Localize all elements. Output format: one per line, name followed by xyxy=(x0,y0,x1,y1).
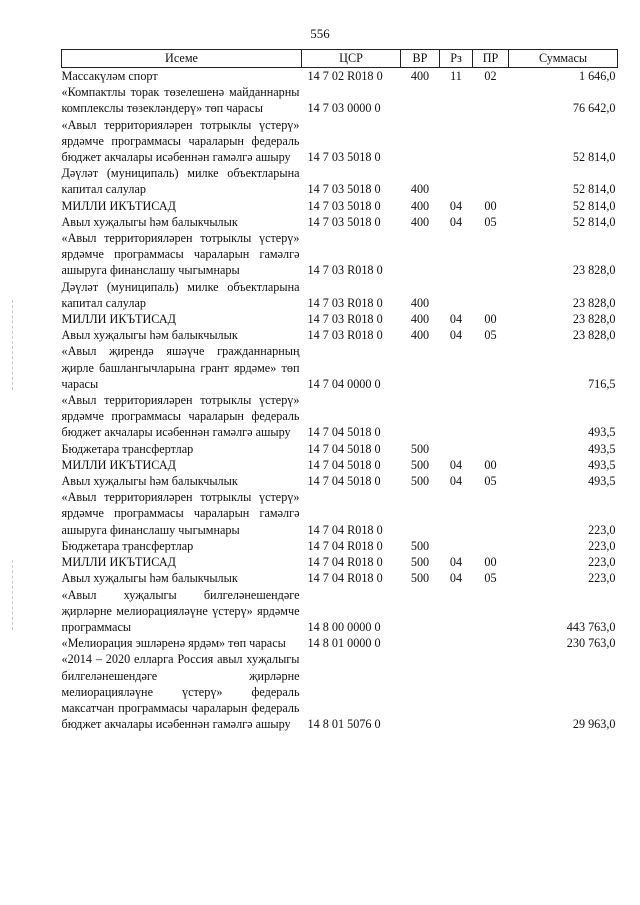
cell-sum: 493,5 xyxy=(588,425,616,440)
cell-csr: 14 7 03 R018 0 xyxy=(307,328,383,343)
cell-name: «Авыл территорияләрен тотрыклы үстерү» ярдәмче программасы чараларын федераль бюджет акчалары исәбеннән гамәлгә ашыру xyxy=(61,393,300,440)
cell-name: Авыл хуҗалыгы һәм балыкчылык xyxy=(61,474,238,489)
cell-sum: 23 828,0 xyxy=(572,295,616,310)
cell-sum: 1 646,0 xyxy=(578,69,616,83)
table-row xyxy=(62,570,618,586)
cell-sum: 76 642,0 xyxy=(572,101,616,116)
cell-sum: 223,0 xyxy=(588,555,616,570)
cell-csr: 14 8 01 5076 0 xyxy=(307,717,381,732)
cell-pr xyxy=(473,230,509,279)
cell-rz xyxy=(440,587,473,636)
cell-sum: 52 814,0 xyxy=(572,182,616,197)
cell-sum: 23 828,0 xyxy=(572,312,616,327)
cell-pr xyxy=(473,84,509,116)
cell-pr xyxy=(473,441,509,457)
table-row xyxy=(62,327,618,343)
cell-csr: 14 7 03 0000 0 xyxy=(307,101,381,116)
cell-rz xyxy=(440,117,473,166)
cell-sum: 29 963,0 xyxy=(572,717,616,732)
cell-pr: 00 xyxy=(484,198,497,213)
cell-pr xyxy=(473,165,509,197)
binding-margin-mark xyxy=(12,560,13,630)
cell-vr xyxy=(401,489,440,538)
cell-csr: 14 7 04 R018 0 xyxy=(307,538,383,553)
header-sum: Суммасы xyxy=(509,50,618,68)
cell-vr: 400 xyxy=(410,69,430,83)
page-number: 556 xyxy=(310,26,330,41)
cell-rz: 04 xyxy=(449,214,463,229)
table-row xyxy=(62,311,618,327)
table-row xyxy=(62,473,618,489)
cell-name: МИЛЛИ ИКЪТИСАД xyxy=(61,555,176,570)
cell-vr: 500 xyxy=(410,457,430,472)
cell-csr: 14 7 03 R018 0 xyxy=(307,263,383,278)
header-name: Исеме xyxy=(62,50,302,68)
cell-vr: 500 xyxy=(410,571,430,586)
cell-sum: 223,0 xyxy=(588,538,616,553)
cell-sum: 223,0 xyxy=(588,571,616,586)
table-row xyxy=(62,392,618,441)
cell-name: «Мелиорация эшләренә ярдәм» төп чарасы xyxy=(61,636,286,651)
cell-rz xyxy=(440,635,473,651)
table-row xyxy=(62,279,618,311)
cell-sum: 223,0 xyxy=(588,522,616,537)
cell-sum: 493,5 xyxy=(588,457,616,472)
cell-rz xyxy=(440,230,473,279)
cell-pr xyxy=(473,651,509,732)
cell-csr: 14 7 03 R018 0 xyxy=(307,312,383,327)
cell-vr: 400 xyxy=(410,214,430,229)
cell-vr: 400 xyxy=(410,182,430,197)
table-row xyxy=(62,84,618,116)
cell-vr xyxy=(401,230,440,279)
cell-rz xyxy=(440,651,473,732)
cell-vr: 400 xyxy=(410,312,430,327)
cell-name: МИЛЛИ ИКЪТИСАД xyxy=(61,457,176,472)
cell-pr: 05 xyxy=(484,474,497,489)
table-body xyxy=(62,68,618,733)
cell-vr xyxy=(401,651,440,732)
cell-rz xyxy=(440,84,473,116)
cell-pr xyxy=(473,117,509,166)
cell-csr: 14 7 03 5018 0 xyxy=(307,214,381,229)
cell-name: Авыл хуҗалыгы һәм балыкчылык xyxy=(61,214,238,229)
cell-vr xyxy=(401,117,440,166)
cell-csr: 14 7 03 5018 0 xyxy=(307,150,381,165)
cell-csr: 14 7 04 0000 0 xyxy=(307,376,381,391)
header-vr: ВР xyxy=(401,50,440,68)
cell-sum: 716,5 xyxy=(588,376,616,391)
cell-vr xyxy=(401,635,440,651)
cell-pr xyxy=(473,635,509,651)
cell-csr: 14 7 04 R018 0 xyxy=(307,555,383,570)
cell-pr: 00 xyxy=(484,457,497,472)
cell-name: МИЛЛИ ИКЪТИСАД xyxy=(61,312,176,327)
table-row xyxy=(62,554,618,570)
table-row xyxy=(62,165,618,197)
cell-csr: 14 7 04 5018 0 xyxy=(307,457,381,472)
cell-vr xyxy=(401,343,440,392)
cell-vr: 400 xyxy=(410,328,430,343)
cell-rz: 04 xyxy=(449,328,463,343)
header-csr: ЦСР xyxy=(302,50,401,68)
cell-csr: 14 7 04 5018 0 xyxy=(307,441,381,456)
cell-vr: 500 xyxy=(410,441,430,456)
cell-pr xyxy=(473,587,509,636)
cell-rz: 04 xyxy=(449,457,463,472)
cell-rz: 04 xyxy=(449,312,463,327)
cell-rz: 04 xyxy=(449,555,463,570)
cell-rz xyxy=(440,165,473,197)
cell-vr: 400 xyxy=(410,198,430,213)
cell-sum: 52 814,0 xyxy=(572,150,616,165)
cell-rz xyxy=(440,279,473,311)
cell-sum: 493,5 xyxy=(588,441,616,456)
cell-rz xyxy=(440,392,473,441)
cell-csr: 14 7 03 R018 0 xyxy=(307,295,383,310)
cell-name: «2014 – 2020 елларга Россия авыл хуҗалыгы билгеләнешендәге җирләрне мелиорацияләүне үстерү» федераль максатчан программасы чараларын федераль бюджет акчалары исәбеннән гамәлгә ашыру xyxy=(61,652,300,732)
cell-vr: 500 xyxy=(410,538,430,553)
table-row xyxy=(62,230,618,279)
table-row xyxy=(62,489,618,538)
cell-csr: 14 7 04 5018 0 xyxy=(307,474,381,489)
cell-sum: 493,5 xyxy=(588,474,616,489)
cell-vr: 500 xyxy=(410,474,430,489)
cell-pr: 00 xyxy=(484,555,497,570)
cell-rz xyxy=(440,343,473,392)
cell-pr: 02 xyxy=(484,69,497,83)
cell-name: «Авыл территорияләрен тотрыклы үстерү» ярдәмче программасы чараларын федераль бюджет акчалары исәбеннән гамәлгә ашыру xyxy=(61,117,300,165)
cell-vr: 400 xyxy=(410,295,430,310)
cell-name: «Авыл җирендә яшәүче гражданнарның җирле башлангычларына грант ярдәме» төп чарасы xyxy=(61,344,300,391)
cell-vr xyxy=(401,587,440,636)
cell-csr: 14 7 02 R018 0 xyxy=(307,69,383,83)
cell-sum: 52 814,0 xyxy=(572,214,616,229)
cell-name: Дәүләт (муниципаль) милке объектларына капитал салулар xyxy=(61,166,300,197)
cell-csr: 14 7 03 5018 0 xyxy=(307,198,381,213)
table-row xyxy=(62,441,618,457)
cell-name: Бюджетара трансфертлар xyxy=(61,441,194,456)
table-row xyxy=(62,214,618,230)
cell-vr: 500 xyxy=(410,555,430,570)
cell-pr xyxy=(473,489,509,538)
cell-name: Дәүләт (муниципаль) милке объектларына капитал салулар xyxy=(61,279,300,310)
cell-sum: 23 828,0 xyxy=(572,328,616,343)
cell-vr xyxy=(401,84,440,116)
cell-name: «Компактлы торак төзелешенә майданнарны комплекслы төзекләндерү» төп чарасы xyxy=(61,85,300,116)
cell-rz xyxy=(440,538,473,554)
cell-sum: 52 814,0 xyxy=(572,198,616,213)
table-row xyxy=(62,198,618,214)
cell-csr: 14 8 01 0000 0 xyxy=(307,636,381,651)
binding-margin-mark xyxy=(12,300,13,390)
table-row xyxy=(62,651,618,732)
table-row xyxy=(62,68,618,85)
table-row xyxy=(62,635,618,651)
cell-pr: 05 xyxy=(484,328,497,343)
cell-name: Авыл хуҗалыгы һәм балыкчылык xyxy=(61,571,238,586)
cell-csr: 14 8 00 0000 0 xyxy=(307,619,381,634)
cell-pr xyxy=(473,538,509,554)
cell-rz xyxy=(440,489,473,538)
cell-rz: 04 xyxy=(449,198,463,213)
cell-name: «Авыл территорияләрен тотрыклы үстерү» ярдәмче программасы чараларын гамәлгә ашыруга финанслашу чыгымнары xyxy=(61,231,300,278)
cell-rz: 04 xyxy=(449,474,463,489)
cell-name: Авыл хуҗалыгы һәм балыкчылык xyxy=(61,328,238,343)
cell-pr: 05 xyxy=(484,214,497,229)
table-row xyxy=(62,587,618,636)
header-rz: Рз xyxy=(440,50,473,68)
cell-pr xyxy=(473,343,509,392)
cell-pr xyxy=(473,392,509,441)
header-pr: ПР xyxy=(473,50,509,68)
cell-name: «Авыл территорияләрен тотрыклы үстерү» ярдәмче программасы чараларын гамәлгә ашыруга финанслашу чыгымнары xyxy=(61,490,300,537)
cell-rz xyxy=(440,441,473,457)
cell-name: Массакүләм спорт xyxy=(61,69,158,83)
budget-table xyxy=(61,49,618,732)
cell-csr: 14 7 03 5018 0 xyxy=(307,182,381,197)
cell-csr: 14 7 04 5018 0 xyxy=(307,425,381,440)
cell-name: «Авыл хуҗалыгы билгеләнешендәге җирләрне мелиорацияләүне үстерү» ярдәмче программасы xyxy=(61,587,300,634)
cell-name: Бюджетара трансфертлар xyxy=(61,538,194,553)
cell-sum: 443 763,0 xyxy=(566,619,616,634)
cell-rz: 04 xyxy=(449,571,463,586)
cell-sum: 230 763,0 xyxy=(566,636,616,651)
cell-pr xyxy=(473,279,509,311)
cell-pr: 00 xyxy=(484,312,497,327)
cell-csr: 14 7 04 R018 0 xyxy=(307,522,383,537)
cell-sum: 23 828,0 xyxy=(572,263,616,278)
table-row xyxy=(62,343,618,392)
table-row xyxy=(62,538,618,554)
table-row xyxy=(62,117,618,166)
table-row xyxy=(62,457,618,473)
cell-name: МИЛЛИ ИКЪТИСАД xyxy=(61,198,176,213)
cell-pr: 05 xyxy=(484,571,497,586)
table-header-row xyxy=(62,50,618,68)
cell-vr xyxy=(401,392,440,441)
cell-csr: 14 7 04 R018 0 xyxy=(307,571,383,586)
cell-rz: 11 xyxy=(450,69,462,83)
